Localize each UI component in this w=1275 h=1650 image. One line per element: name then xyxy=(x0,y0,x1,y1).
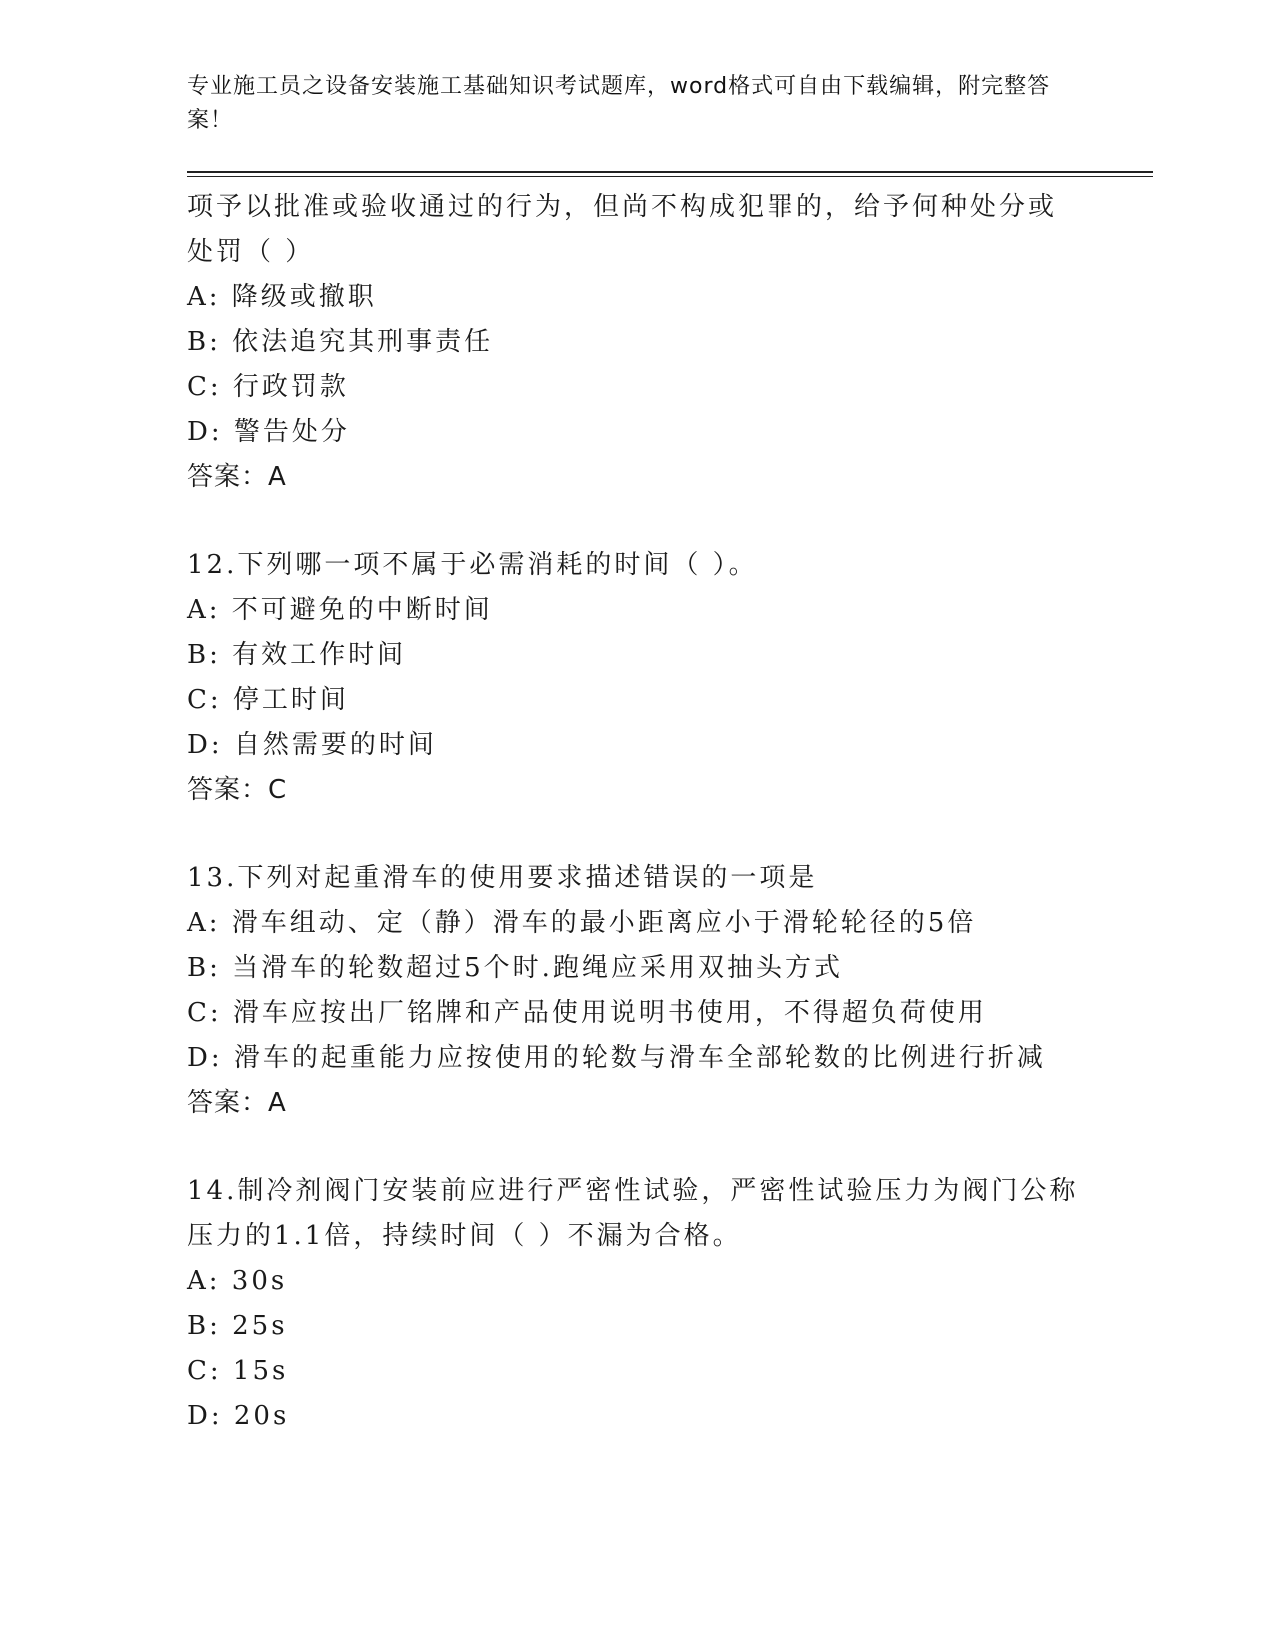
option-d: D: 滑车的起重能力应按使用的轮数与滑车全部轮数的比例进行折减 xyxy=(187,1043,1046,1073)
option-a: A: 降级或撤职 xyxy=(187,282,377,312)
option-c: C: 行政罚款 xyxy=(187,372,349,402)
question-stem: 12.下列哪一项不属于必需消耗的时间（ ）。 xyxy=(187,550,758,580)
question-stem: 13.下列对起重滑车的使用要求描述错误的一项是 xyxy=(187,863,818,893)
answer: 答案：A xyxy=(187,462,287,492)
question-stem: 项予以批准或验收通过的行为，但尚不构成犯罪的，给予何种处分或 xyxy=(187,192,1058,222)
answer: 答案：A xyxy=(187,1088,287,1118)
answer: 答案：C xyxy=(187,775,288,805)
question-12 xyxy=(187,543,1157,813)
option-a: A: 滑车组动、定（静）滑车的最小距离应小于滑轮轮径的5倍 xyxy=(187,908,977,938)
question-stem: 压力的1.1倍，持续时间（ ）不漏为合格。 xyxy=(187,1221,742,1251)
option-a: A: 不可避免的中断时间 xyxy=(187,595,493,625)
header-rule-thin xyxy=(187,176,1153,177)
question-13 xyxy=(187,856,1157,1126)
option-c: C: 15s xyxy=(187,1356,289,1386)
option-b: B: 当滑车的轮数超过5个时.跑绳应采用双抽头方式 xyxy=(187,953,843,983)
option-b: B: 25s xyxy=(187,1311,288,1341)
option-b: B: 有效工作时间 xyxy=(187,640,407,670)
option-a: A: 30s xyxy=(187,1266,288,1296)
document-page xyxy=(187,70,1157,1439)
option-b: B: 依法追究其刑事责任 xyxy=(187,327,494,357)
question-list xyxy=(187,185,1157,1439)
option-d: D: 自然需要的时间 xyxy=(187,730,437,760)
question-14 xyxy=(187,1169,1157,1439)
option-c: C: 滑车应按出厂铭牌和产品使用说明书使用，不得超负荷使用 xyxy=(187,998,987,1028)
option-c: C: 停工时间 xyxy=(187,685,349,715)
question-stem: 14.制冷剂阀门安装前应进行严密性试验，严密性试验压力为阀门公称 xyxy=(187,1176,1079,1206)
question-stem: 处罚（ ） xyxy=(187,237,315,267)
option-d: D: 20s xyxy=(187,1401,290,1431)
document-header: 专业施工员之设备安装施工基础知识考试题库，word格式可自由下载编辑，附完整答案！ xyxy=(187,74,1051,133)
question-11 xyxy=(187,185,1157,500)
header-rule xyxy=(187,171,1153,173)
option-d: D: 警告处分 xyxy=(187,417,350,447)
